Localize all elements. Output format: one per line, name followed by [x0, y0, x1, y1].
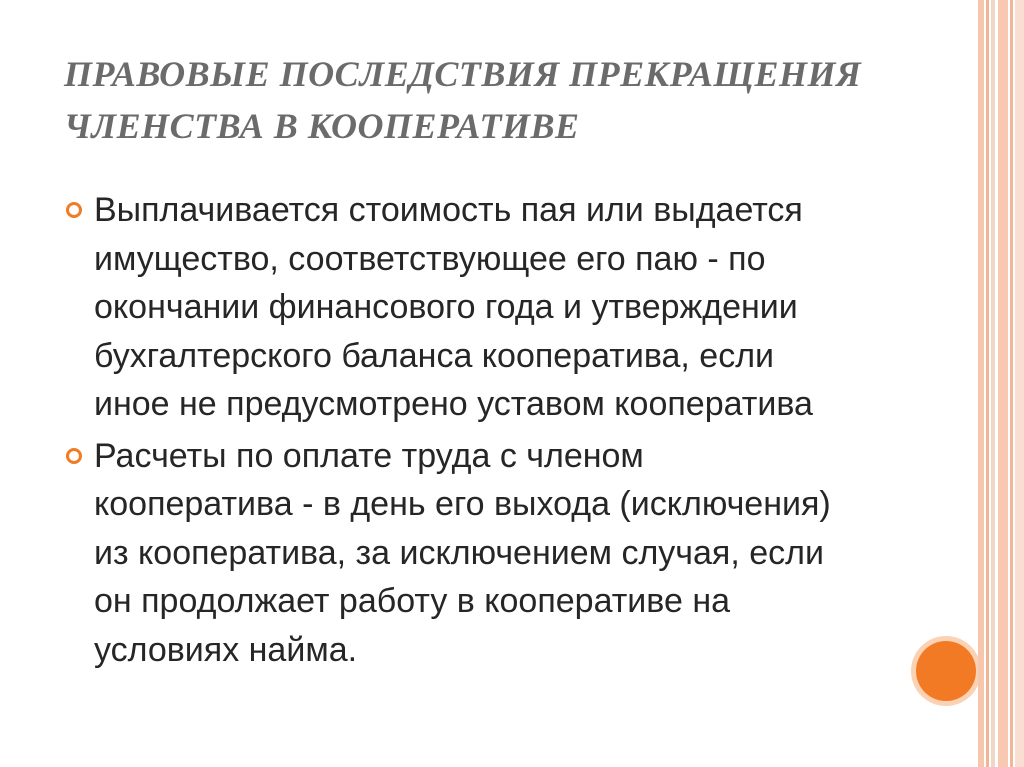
stripe: [986, 0, 989, 767]
stripe: [998, 0, 1008, 767]
stripe: [991, 0, 995, 767]
bullet-text: [94, 432, 896, 675]
bullet-text: [94, 186, 896, 429]
decorative-stripes: [978, 0, 1024, 767]
slide-title: [64, 48, 944, 152]
bullet-item: [66, 432, 896, 675]
bullet-line: иное не предусмотрено уставом кооператива: [94, 385, 813, 423]
bullet-line: кооператива - в день его выхода (исключения): [94, 485, 831, 523]
bullet-ring-icon: [66, 202, 82, 218]
bullet-line: из кооператива, за исключением случая, если: [94, 533, 824, 572]
bullet-ring-icon: [66, 448, 82, 464]
stripe: [1010, 0, 1013, 767]
bullet-list: [66, 186, 896, 677]
bullet-line: Выплачивается стоимость пая или выдается: [94, 191, 803, 229]
bullet-line: имущество, соответствующее его паю - по: [94, 239, 766, 278]
title-line-2: ЧЛЕНСТВА В КООПЕРАТИВЕ: [64, 106, 580, 146]
bullet-line: окончании финансового года и утверждении: [94, 288, 798, 326]
bullet-line: Расчеты по оплате труда с членом: [94, 436, 644, 475]
bullet-item: [66, 186, 896, 429]
stripe: [978, 0, 984, 767]
decorative-circle: [916, 641, 976, 701]
bullet-line: бухгалтерского баланса кооператива, если: [94, 336, 775, 375]
stripe: [1015, 0, 1024, 767]
bullet-line: условиях найма.: [94, 630, 358, 669]
bullet-line: он продолжает работу в кооперативе на: [94, 582, 731, 620]
title-line-1: ПРАВОВЫЕ ПОСЛЕДСТВИЯ ПРЕКРАЩЕНИЯ: [64, 54, 862, 94]
